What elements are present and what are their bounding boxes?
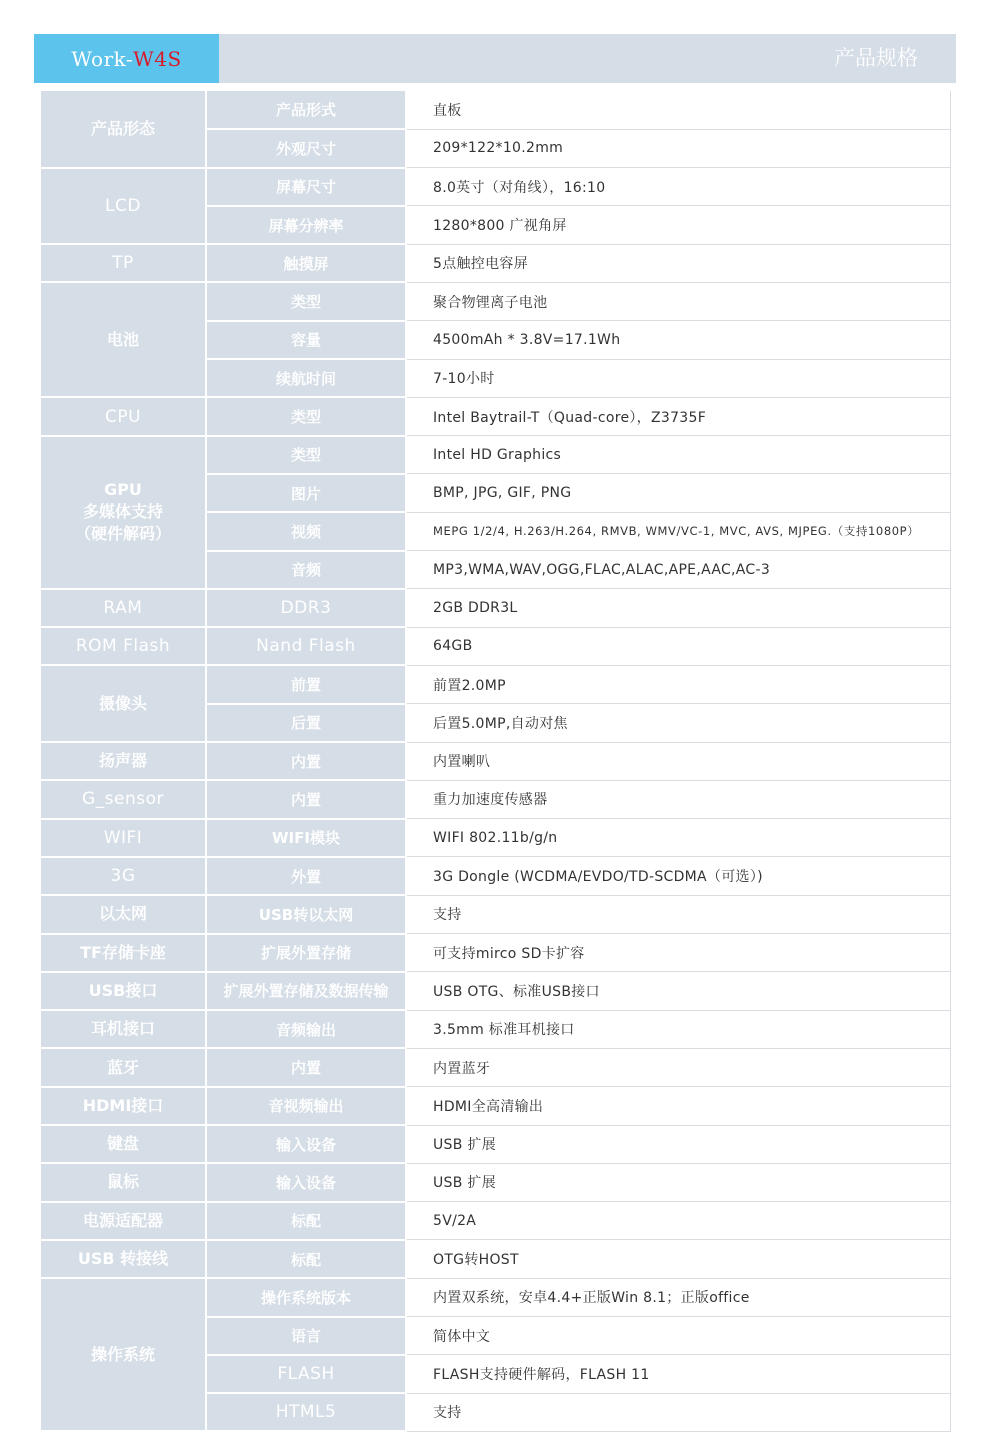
spec-category — [41, 665, 206, 742]
spec-category-label: RAM — [103, 598, 143, 618]
spec-value: 前置2.0MP — [406, 665, 950, 703]
spec-category — [41, 244, 206, 282]
spec-value: WIFI 802.11b/g/n — [406, 819, 950, 857]
spec-item-label: 音频 — [206, 551, 406, 589]
spec-category — [41, 934, 206, 972]
spec-value: 5点触控电容屏 — [406, 244, 950, 282]
spec-category — [41, 282, 206, 397]
spec-category — [41, 1087, 206, 1125]
spec-category-label: LCD — [105, 195, 141, 216]
spec-item-label: FLASH — [206, 1355, 406, 1393]
spec-item-label: 语言 — [206, 1317, 406, 1355]
spec-category — [41, 1240, 206, 1278]
spec-item-label: 扩展外置存储及数据传输 — [206, 972, 406, 1010]
spec-table — [41, 91, 951, 1432]
spec-value: USB 扩展 — [406, 1125, 950, 1163]
spec-category — [41, 972, 206, 1010]
spec-category-label: 多媒体支持 — [82, 502, 163, 522]
spec-value: HDMI全高清输出 — [406, 1087, 950, 1125]
spec-item-label: 前置 — [206, 665, 406, 703]
spec-item-label: 容量 — [206, 321, 406, 359]
spec-item-label: 音视频输出 — [206, 1087, 406, 1125]
spec-item-label: 类型 — [206, 397, 406, 435]
spec-item-label: 外观尺寸 — [206, 129, 406, 167]
spec-category-label: USB 转接线 — [77, 1249, 169, 1269]
spec-category-label: 以太网 — [98, 904, 147, 924]
spec-category-label: 扬声器 — [98, 751, 147, 771]
spec-item-label: 操作系统版本 — [206, 1278, 406, 1316]
spec-value: 聚合物锂离子电池 — [406, 282, 950, 320]
spec-value: 2GB DDR3L — [406, 589, 950, 627]
spec-value: Intel HD Graphics — [406, 436, 950, 474]
spec-row — [41, 1240, 950, 1278]
spec-value: 3G Dongle (WCDMA/EVDO/TD-SCDMA（可选）) — [406, 857, 950, 895]
spec-value: USB 扩展 — [406, 1163, 950, 1201]
spec-category — [41, 895, 206, 933]
spec-row — [41, 742, 950, 780]
spec-row — [41, 972, 950, 1010]
spec-row — [41, 91, 950, 129]
spec-category — [41, 1202, 206, 1240]
spec-category — [41, 819, 206, 857]
spec-row — [41, 1125, 950, 1163]
spec-item-label: 标配 — [206, 1240, 406, 1278]
spec-row — [41, 1202, 950, 1240]
spec-category — [41, 397, 206, 435]
spec-category — [41, 627, 206, 665]
spec-value: 简体中文 — [406, 1317, 950, 1355]
spec-value: 内置蓝牙 — [406, 1048, 950, 1086]
spec-category — [41, 857, 206, 895]
spec-item-label: Nand Flash — [206, 627, 406, 665]
spec-category-label: 电池 — [106, 329, 139, 349]
spec-category — [41, 168, 206, 245]
spec-value: 5V/2A — [406, 1202, 950, 1240]
spec-item-label: 标配 — [206, 1202, 406, 1240]
spec-row — [41, 168, 950, 206]
spec-item-label: 输入设备 — [206, 1125, 406, 1163]
spec-table-body — [41, 91, 950, 1431]
spec-category — [41, 1278, 206, 1431]
spec-value: BMP, JPG, GIF, PNG — [406, 474, 950, 512]
spec-header-bar — [34, 34, 956, 83]
spec-row — [41, 436, 950, 474]
spec-item-label: 屏幕尺寸 — [206, 168, 406, 206]
spec-item-label: 音频输出 — [206, 1010, 406, 1048]
spec-value: 3.5mm 标准耳机接口 — [406, 1010, 950, 1048]
spec-value: 可支持mirco SD卡扩容 — [406, 934, 950, 972]
spec-item-label: 内置 — [206, 742, 406, 780]
spec-item-label: 续航时间 — [206, 359, 406, 397]
spec-value: Intel Baytrail-T（Quad-core），Z3735F — [406, 397, 950, 435]
spec-row — [41, 589, 950, 627]
spec-category-label: G_sensor — [81, 789, 164, 810]
spec-value: 209*122*10.2mm — [406, 129, 950, 167]
spec-value: 后置5.0MP,自动对焦 — [406, 704, 950, 742]
spec-item-label: 类型 — [206, 436, 406, 474]
spec-category-label: 操作系统 — [90, 1344, 155, 1364]
spec-value: OTG转HOST — [406, 1240, 950, 1278]
spec-row — [41, 665, 950, 703]
spec-category-label: 3G — [110, 866, 136, 887]
spec-item-label: 视频 — [206, 512, 406, 550]
spec-value: USB OTG、标准USB接口 — [406, 972, 950, 1010]
spec-category-label: GPU — [104, 480, 142, 500]
spec-value: 直板 — [406, 91, 950, 129]
spec-category-label: USB接口 — [88, 980, 158, 1000]
spec-value: 64GB — [406, 627, 950, 665]
spec-value: 内置喇叭 — [406, 742, 950, 780]
spec-category-label: （硬件解码） — [74, 524, 171, 544]
spec-category — [41, 1048, 206, 1086]
spec-row — [41, 895, 950, 933]
brand-label: Work- — [71, 46, 134, 71]
spec-category — [41, 1010, 206, 1048]
spec-category-label: HDMI接口 — [82, 1095, 164, 1115]
spec-value: 8.0英寸（对角线），16:10 — [406, 168, 950, 206]
spec-row — [41, 857, 950, 895]
spec-category — [41, 589, 206, 627]
spec-value: 支持 — [406, 895, 950, 933]
spec-category — [41, 1125, 206, 1163]
spec-row — [41, 1048, 950, 1086]
spec-category — [41, 436, 206, 589]
spec-category-label: 摄像头 — [98, 693, 147, 713]
spec-value: 支持 — [406, 1393, 950, 1431]
spec-category-label: 键盘 — [106, 1134, 139, 1154]
spec-row — [41, 1087, 950, 1125]
spec-row — [41, 1010, 950, 1048]
spec-item-label: 输入设备 — [206, 1163, 406, 1201]
spec-category-label: 产品形态 — [90, 118, 155, 138]
spec-item-label: WIFI模块 — [206, 819, 406, 857]
model-label: W4S — [133, 46, 182, 71]
spec-category-label: 鼠标 — [106, 1172, 139, 1192]
spec-category-label: CPU — [104, 406, 142, 427]
spec-item-label: HTML5 — [206, 1393, 406, 1431]
spec-category — [41, 780, 206, 818]
spec-item-label: 扩展外置存储 — [206, 934, 406, 972]
spec-item-label: 内置 — [206, 780, 406, 818]
spec-item-label: 屏幕分辨率 — [206, 206, 406, 244]
spec-category-label: TP — [112, 253, 134, 274]
spec-value: MEPG 1/2/4, H.263/H.264, RMVB, WMV/VC-1, MVC, AVS, MJPEG.（支持1080P） — [406, 512, 950, 550]
spec-row — [41, 934, 950, 972]
spec-row — [41, 819, 950, 857]
spec-row — [41, 627, 950, 665]
spec-category-label: ROM Flash — [75, 636, 171, 657]
spec-value: 4500mAh * 3.8V=17.1Wh — [406, 321, 950, 359]
spec-item-label: 产品形式 — [206, 91, 406, 129]
spec-category — [41, 742, 206, 780]
spec-category-label: WIFI — [103, 827, 143, 848]
spec-category — [41, 1163, 206, 1201]
spec-category-label: TF存储卡座 — [80, 942, 166, 962]
spec-value: FLASH支持硬件解码，FLASH 11 — [406, 1355, 950, 1393]
spec-item-label: 外置 — [206, 857, 406, 895]
spec-row — [41, 244, 950, 282]
spec-item-label: 后置 — [206, 704, 406, 742]
spec-row — [41, 282, 950, 320]
spec-row — [41, 1163, 950, 1201]
spec-value: 7-10小时 — [406, 359, 950, 397]
model-tab — [34, 34, 219, 83]
spec-item-label: 内置 — [206, 1048, 406, 1086]
spec-item-label: USB转以太网 — [206, 895, 406, 933]
spec-row — [41, 780, 950, 818]
spec-item-label: DDR3 — [206, 589, 406, 627]
page-title: 产品规格 — [834, 46, 918, 70]
spec-category-label: 耳机接口 — [90, 1019, 155, 1039]
spec-item-label: 图片 — [206, 474, 406, 512]
spec-value: 1280*800 广视角屏 — [406, 206, 950, 244]
spec-row — [41, 1278, 950, 1316]
spec-category-label: 电源适配器 — [82, 1210, 163, 1230]
spec-category-label: 蓝牙 — [106, 1057, 139, 1077]
spec-item-label: 触摸屏 — [206, 244, 406, 282]
spec-value: 重力加速度传感器 — [406, 780, 950, 818]
spec-item-label: 类型 — [206, 282, 406, 320]
spec-category — [41, 91, 206, 168]
spec-row — [41, 397, 950, 435]
spec-value: MP3,WMA,WAV,OGG,FLAC,ALAC,APE,AAC,AC-3 — [406, 551, 950, 589]
spec-value: 内置双系统，安卓4.4+正版Win 8.1；正版office — [406, 1278, 950, 1316]
